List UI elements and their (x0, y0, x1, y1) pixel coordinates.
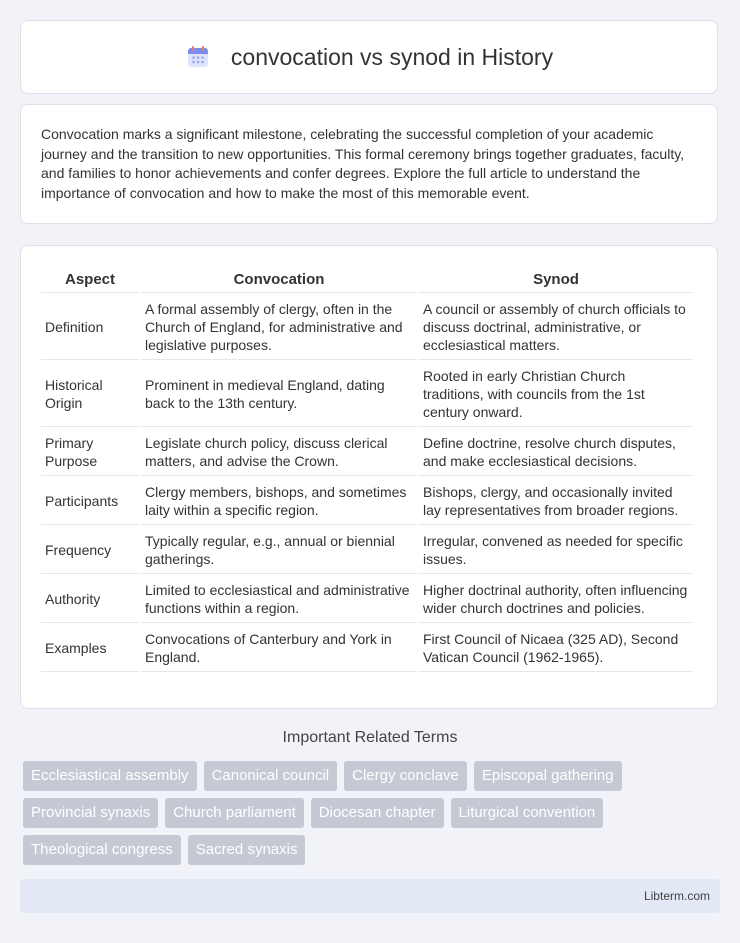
table-cell-convocation: Convocations of Canterbury and York in England. (141, 625, 417, 672)
table-row (41, 362, 693, 427)
table-cell-convocation: Legislate church policy, discuss clerical matters, and advise the Crown. (141, 429, 417, 476)
intro-text: Convocation marks a significant milestone, celebrating the successful completion of your academic journey and the transition to new opportunities. This formal ceremony brings together graduates, faculty, and families to honor achievements and confer degrees. Explore the full article to understand the importance of convocation and how to make the most of this memorable event. (41, 126, 685, 201)
table-row (41, 625, 693, 672)
table-cell-convocation: Prominent in medieval England, dating back to the 13th century. (141, 362, 417, 427)
table-cell-synod: Define doctrine, resolve church disputes, and make ecclesiastical decisions. (419, 429, 693, 476)
related-term-tag[interactable]: Provincial synaxis (23, 798, 158, 828)
table-cell-aspect: Definition (41, 295, 139, 360)
page-title: convocation vs synod in History (230, 43, 554, 70)
comparison-table-card (20, 245, 718, 709)
table-cell-aspect: Participants (41, 478, 139, 525)
calendar-icon (185, 44, 211, 70)
table-cell-convocation: Typically regular, e.g., annual or biennial gatherings. (141, 527, 417, 574)
footer-site-link[interactable]: Libterm.com (643, 889, 710, 903)
column-header-convocation: Convocation (141, 270, 417, 293)
table-cell-aspect: Authority (41, 576, 139, 623)
related-term-tag[interactable]: Church parliament (165, 798, 304, 828)
table-cell-aspect: Primary Purpose (41, 429, 139, 476)
related-term-tag[interactable]: Sacred synaxis (188, 835, 306, 865)
footer (20, 879, 720, 913)
related-terms-title: Important Related Terms (282, 729, 458, 746)
column-header-aspect: Aspect (41, 270, 139, 293)
table-cell-synod: Irregular, convened as needed for specific issues. (419, 527, 693, 574)
intro-card (20, 104, 718, 224)
related-term-tag[interactable]: Episcopal gathering (474, 761, 622, 791)
related-term-tag[interactable]: Clergy conclave (344, 761, 467, 791)
table-row (41, 295, 693, 360)
table-cell-aspect: Historical Origin (41, 362, 139, 427)
table-cell-synod: A council or assembly of church officials to discuss doctrinal, administrative, or ecclesiastical matters. (419, 295, 693, 360)
table-cell-synod: Bishops, clergy, and occasionally invited lay representatives from broader regions. (419, 478, 693, 525)
table-cell-synod: First Council of Nicaea (325 AD), Second Vatican Council (1962-1965). (419, 625, 693, 672)
comparison-table (39, 268, 695, 674)
table-cell-aspect: Frequency (41, 527, 139, 574)
column-header-synod: Synod (419, 270, 693, 293)
related-term-tag[interactable]: Liturgical convention (451, 798, 604, 828)
table-cell-convocation: Clergy members, bishops, and sometimes laity within a specific region. (141, 478, 417, 525)
table-header-row (41, 270, 693, 293)
table-row (41, 429, 693, 476)
related-term-tag[interactable]: Diocesan chapter (311, 798, 444, 828)
related-term-tag[interactable]: Canonical council (204, 761, 338, 791)
related-term-tag[interactable]: Ecclesiastical assembly (23, 761, 197, 791)
table-row (41, 527, 693, 574)
table-cell-convocation: A formal assembly of clergy, often in the Church of England, for administrative and legislative purposes. (141, 295, 417, 360)
table-row (41, 478, 693, 525)
table-cell-synod: Higher doctrinal authority, often influencing wider church doctrines and policies. (419, 576, 693, 623)
table-row (41, 576, 693, 623)
related-term-tag[interactable]: Theological congress (23, 835, 181, 865)
table-cell-convocation: Limited to ecclesiastical and administrative functions within a region. (141, 576, 417, 623)
table-cell-synod: Rooted in early Christian Church traditions, with councils from the 1st century onward. (419, 362, 693, 427)
related-terms-list (23, 761, 723, 872)
header-card (20, 20, 718, 94)
table-cell-aspect: Examples (41, 625, 139, 672)
